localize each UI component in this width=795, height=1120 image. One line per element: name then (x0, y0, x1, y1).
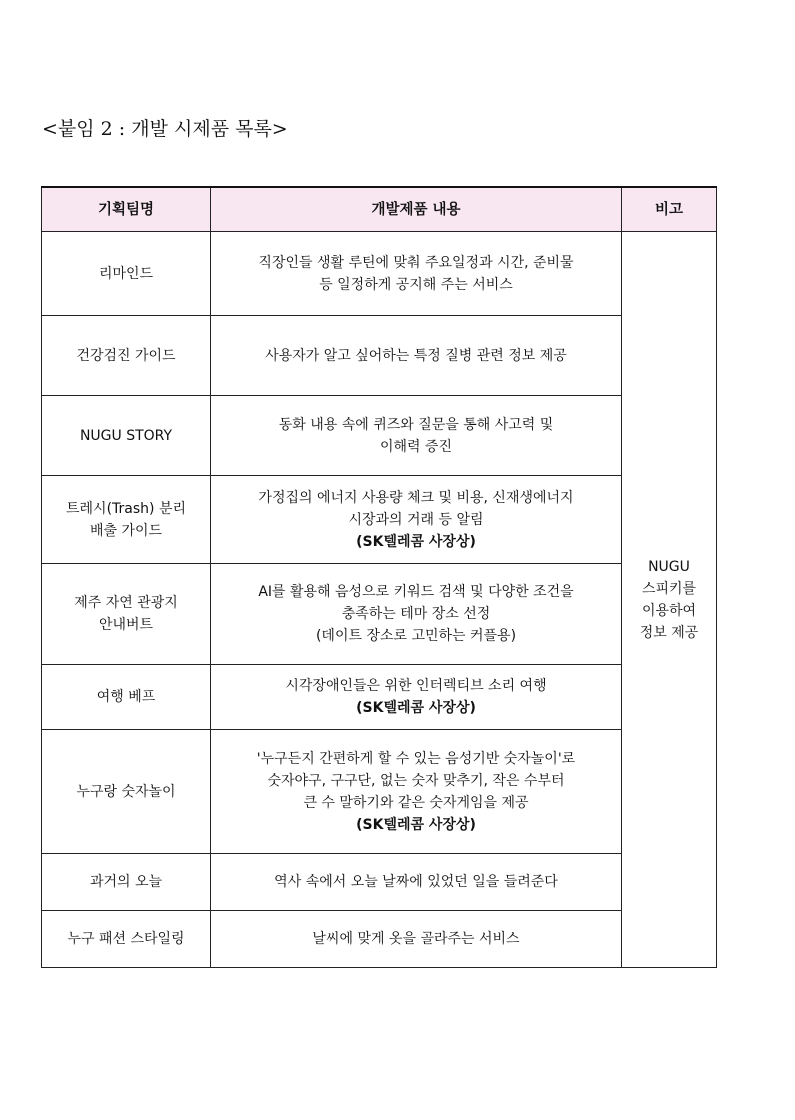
team-name-cell (42, 730, 211, 854)
team-name-cell (42, 396, 211, 476)
team-name-cell (42, 911, 211, 968)
product-content-cell (211, 665, 622, 730)
team-name: 제주 자연 관광지 (74, 595, 178, 611)
team-name: 과거의 오늘 (89, 874, 163, 890)
note-cell (622, 232, 717, 968)
team-name-cell (42, 316, 211, 396)
content-line: AI를 활용해 음성으로 키워드 검색 및 다양한 조건을 (258, 584, 574, 600)
content-line: 시각장애인들은 위한 인터렉티브 소리 여행 (285, 678, 547, 694)
team-name: 배출 가이드 (89, 522, 163, 539)
table-row (42, 564, 717, 665)
product-content-cell (211, 730, 622, 854)
table-row (42, 665, 717, 730)
note-line: NUGU (648, 558, 690, 575)
content-line: 사용자가 알고 싶어하는 특정 질병 관련 정보 제공 (265, 347, 567, 364)
team-name: 트레시(Trash) 분리 (66, 500, 186, 517)
table-row (42, 854, 717, 911)
team-name-cell (42, 854, 211, 911)
team-name: 건강검진 가이드 (76, 347, 176, 364)
team-name-cell (42, 564, 211, 665)
prototype-list-table (41, 186, 717, 968)
award-label: (SK텔레콤 사장상) (356, 533, 476, 550)
product-content-cell (211, 316, 622, 396)
content-line: 가정집의 에너지 사용량 체크 및 비용, 신재생에너지 (258, 489, 574, 506)
award-label: (SK텔레콤 사장상) (356, 816, 476, 833)
content-line: 날씨에 맞게 옷을 골라주는 서비스 (312, 931, 520, 947)
content-line: 등 일정하게 공지해 주는 서비스 (319, 276, 513, 293)
team-name: 리마인드 (98, 265, 154, 282)
content-line: 큰 수 말하기와 같은 숫자게임을 제공 (303, 794, 529, 811)
content-line: 역사 속에서 오늘 날짜에 있었던 일을 들려준다 (274, 874, 558, 890)
team-name: 여행 베프 (96, 689, 156, 705)
team-name: 누구 패션 스타일링 (67, 931, 185, 947)
team-name: 안내버트 (98, 617, 154, 633)
product-content-cell (211, 396, 622, 476)
table-row (42, 730, 717, 854)
document-title: <붙임 2 : 개발 시제품 목록> (42, 118, 288, 140)
team-name-cell (42, 476, 211, 564)
product-content-cell (211, 564, 622, 665)
table-header-row (42, 187, 717, 232)
product-content-cell (211, 232, 622, 316)
content-line: (데이트 장소로 고민하는 커플용) (315, 628, 517, 644)
content-line: '누구든지 간편하게 할 수 있는 음성기반 숫자놀이'로 (256, 750, 576, 767)
content-line: 시장과의 거래 등 알림 (348, 511, 484, 528)
product-content-cell (211, 854, 622, 911)
team-name-cell (42, 665, 211, 730)
content-line: 직장인들 생활 루틴에 맞춰 주요일정과 시간, 준비물 (258, 254, 574, 271)
team-name: 누구랑 숫자놀이 (76, 783, 176, 800)
note-line: 이용하여 (641, 602, 697, 619)
content-line: 숫자야구, 구구단, 없는 숫자 맞추기, 작은 수부터 (267, 772, 565, 789)
note-line: 정보 제공 (639, 624, 699, 641)
product-content-cell (211, 476, 622, 564)
table-row (42, 316, 717, 396)
team-name-cell (42, 232, 211, 316)
header-note: 비고 (622, 187, 717, 232)
content-line: 이해력 증진 (379, 438, 453, 455)
note-line: 스피키를 (641, 580, 697, 597)
table-row (42, 232, 717, 316)
header-team-name: 기획팀명 (42, 187, 211, 232)
team-name: NUGU STORY (79, 427, 173, 444)
table-row (42, 396, 717, 476)
content-line: 충족하는 테마 장소 선정 (341, 606, 491, 622)
header-product-content: 개발제품 내용 (211, 187, 622, 232)
table-row (42, 476, 717, 564)
table-row (42, 911, 717, 968)
product-content-cell (211, 911, 622, 968)
content-line: 동화 내용 속에 퀴즈와 질문을 통해 사고력 및 (278, 416, 554, 433)
award-label: (SK텔레콤 사장상) (356, 700, 476, 716)
